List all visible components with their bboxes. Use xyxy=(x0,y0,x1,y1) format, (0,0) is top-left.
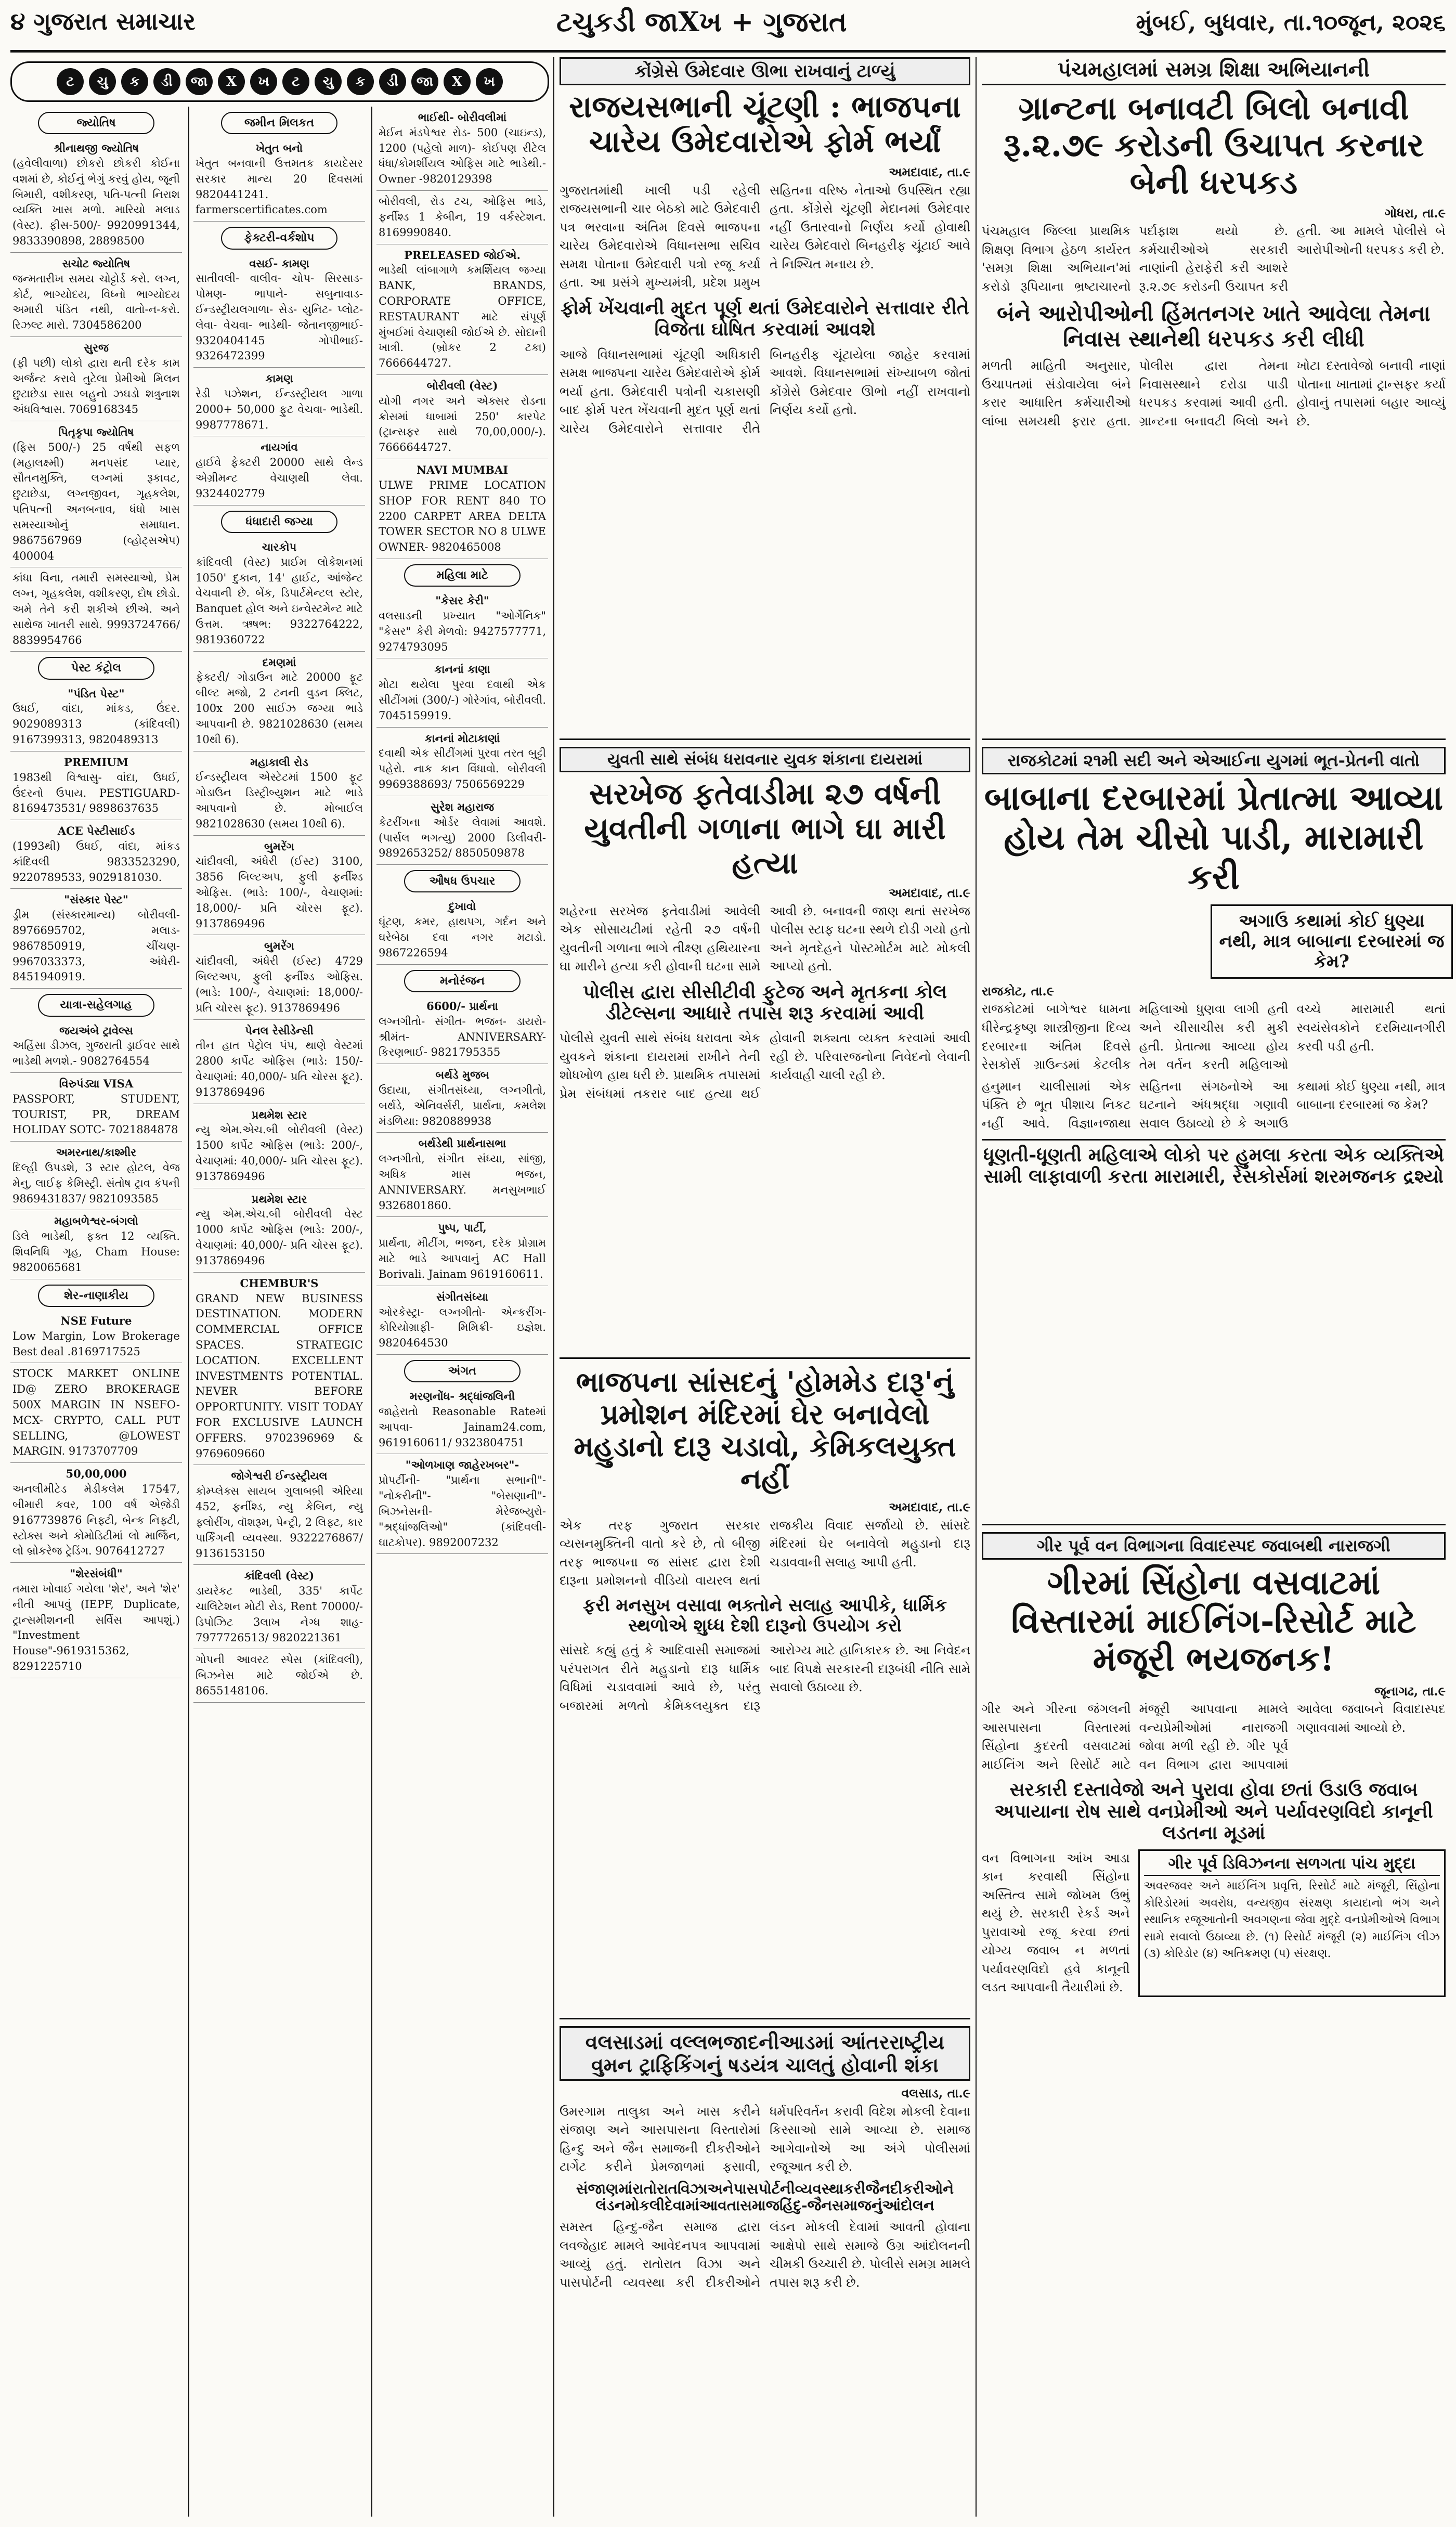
classified-ad-text: 1983થી વિશ્વાસુ- વાંદા, ઉધઈ, ઉંદરનો ઉપાય. PESTIGUARD- 8169473531/ 9898637635 xyxy=(12,771,180,815)
classified-ad xyxy=(193,1273,365,1466)
column-divider xyxy=(371,107,372,2517)
classified-ad xyxy=(376,590,548,658)
classified-ad-title: પિતૃકૃપા જ્યોતિષ xyxy=(58,425,134,439)
classified-ad xyxy=(376,191,548,244)
classified-ad-title: જોગેશ્વરી ઈન્ડસ્ટ્રીયલ xyxy=(231,1469,328,1483)
classified-ad-title: વસઈ- કામણ xyxy=(249,256,309,270)
article-daru xyxy=(560,1366,970,1715)
classified-ad-title: 50,00,000 xyxy=(66,1467,127,1481)
classified-ad-text: અનલીમીટેડ મેડીકલેમ 17547, બીમારી કવર, 100 વર્ષ એજ઼ેડી 9167739876 નિફ્ટી, બેન્ક નિફ્ટી, સ્ટોક્સ અને કોમોડિટીમાં લો માર્જિન, લો બ્રોકરેજ ટ્રેડિંગ. 9076412727 xyxy=(12,1483,180,1558)
classified-ad-title: "સંસ્કાર પેસ્ટ" xyxy=(64,893,128,906)
classified-ad-title: બર્થડે મુજબ xyxy=(435,1068,489,1082)
article-divider xyxy=(560,2018,970,2019)
classified-ad-title: સંગીતસંધ્યા xyxy=(436,1290,488,1303)
article-sarkhej xyxy=(560,747,970,1103)
sidebar-box-title: ગીર પૂર્વ ડિવિઝનના સળગતા પાંચ મુદ્દા xyxy=(1144,1855,1440,1876)
classified-ad-text: ULWE PRIME LOCATION SHOP FOR RENT 840 TO 2200 CARPET AREA DELTA TOWER SECTOR NO 8 ULWE OWNER- 9820465008 xyxy=(379,478,546,554)
classified-ad-text: લગ્નગીતો- સંગીત- ભજન- ડાયરો- શ્રીમંત- ANNIVERSARY- કિરણભાઈ- 9821795355 xyxy=(379,1015,546,1059)
classified-ad-text: ઓરકેસ્ટ્રા- લગ્નગીતો- એન્કરીંગ- કોરિયોગ્રાફી- મિમિક્રી- ઇજ્ઞેશ. 9820464530 xyxy=(379,1305,546,1350)
classified-ad xyxy=(193,1649,365,1702)
classified-ad xyxy=(10,1142,182,1210)
classified-ad-title: NAVI MUMBAI xyxy=(416,463,509,477)
classified-ad xyxy=(376,1385,548,1454)
classified-ad-title: 6600/- પ્રાર્થના xyxy=(426,999,498,1013)
classified-ad-title: "પંડિત પેસ્ટ" xyxy=(68,686,125,700)
sidebar-box xyxy=(1138,1849,1446,1997)
classified-ad xyxy=(376,375,548,459)
classified-ad-title: PRELEASED જોઈએ. xyxy=(404,248,521,262)
article-subheadline: બંને આરોપીઓની હિંમતનગર ખાતે આવેલા તેમના નિવાસ સ્થાનેથી ધરપકડ કરી લીધી xyxy=(997,301,1431,352)
classified-ad xyxy=(376,796,548,865)
classified-ad xyxy=(376,459,548,559)
classified-ad xyxy=(376,728,548,796)
classified-ad-title: દુખાવો xyxy=(448,900,476,913)
article-body: હનુમાન ચાલીસામાં એક પંક્તિ છે ભૂત પીશાચ નિકટ નહીં આવે. વિજ્ઞાનજાથા સહિતના સંગઠનોએ આ ઘટનાને અંધશ્રદ્ધા ગણાવી સવાલ ઉઠાવ્યો છે કે અગાઉ કથામાં કોઈ ધુણ્યા નથી, માત્ર બાબાના દરબારમાં જ કેમ? xyxy=(982,1079,1446,1131)
column-divider xyxy=(188,107,189,2517)
classified-ad-text: ઈન્ડસ્ટ્રીયલ એસ્ટેટમાં 1500 ફૂટ ગોડાઉન ડિસ્ટ્રીબ્યુશન માટે ભાડે આપવાનો છે. મોબાઈલ 9821028630 (સમય 10થી 6). xyxy=(196,771,363,830)
classified-ad xyxy=(193,1565,365,1649)
classified-ad-text: તમારા ખોવાઈ ગયેલા 'શેર', અને 'શેર' નીતી આપવું (IEPF, Duplicate, ટ્રાન્સમીશનની સર્વિસ આપશું.) "Investment House"-9619315362, 8291225710 xyxy=(12,1582,180,1673)
classified-ad-text: પ્રોપર્ટીની- "પ્રાર્થના સભાની"- "નોકરીની"- "બેસણાની"- બિઝનેસની- મેરેજબ્યુરો- "શ્રદ્ધાંજલિઓ" (કાંદિવલી- ઘાટકોપર). 9892007232 xyxy=(379,1474,546,1549)
classified-ad-title: PREMIUM xyxy=(64,755,128,769)
article-body: ગુજરાતમાંથી ખાલી પડી રહેલી રાજયસભાની ચાર બેઠકો માટે ઉમેદવારી પત્ર ભરવાના અંતિમ દિવસે ભાજપના ચારેય ઉમેદવારોએ વિધાનસભા સચિવ સમક્ષ પોતાના ઉમેદવારી પત્રો રજૂ કર્યા હતા. આ પ્રસંગે મુખ્યમંત્રી, પ્રદેશ પ્રમુખ સહિતના વરિષ્ઠ નેતાઓ ઉપસ્થિત રહ્યા હતા. કોંગ્રેસે ચૂંટણી મેદાનમાં ઉમેદવાર નહીં ઉતારવાનો નિર્ણય કર્યો હોવાથી ચારેય ઉમેદવારો બિનહરીફ ચૂંટાઈ આવે તે નિશ્ચિત મનાય છે. xyxy=(560,183,970,290)
classified-ad-title: સુરજ xyxy=(84,341,109,354)
article-body: મળતી માહિતી અનુસાર, ઉચાપતમાં સંડોવાયેલા બંને કરાર આધારિત કર્મચારીઓ લાંબા સમયથી ફરાર હતા. પોલીસ દ્વારા તેમના નિવાસસ્થાને દરોડા પાડી ધરપકડ કરવામાં આવી હતી. ગ્રાન્ટના બનાવટી બિલો અને ખોટા દસ્તાવેજો બનાવી નાણાં પોતાના ખાતામાં ટ્રાન્સફર કર્યા હોવાનું તપાસમાં બહાર આવ્યું છે. xyxy=(982,358,1446,429)
classified-ad-text: યોગી નગર અને એક્સર રોડના ક્રોસમાં ધાબામાં 250' કારપેટ (ટ્રાન્સફર સાથે 70,00,000/-). 7666644727. xyxy=(379,394,546,454)
article-subheadline: પોલીસ દ્વારા સીસીટીવી ફુટેજ અને મૃતકના કોલ ડીટેલ્સના આધારે તપાસ શરૂ કરવામાં આવી xyxy=(582,980,947,1025)
classified-ad xyxy=(376,1064,548,1133)
banner-letter: ચુ xyxy=(315,68,342,95)
classified-ad-text: ઉધઈ, વાંદા, માંકડ, ઉંદર. 9029089313 (કાંદિવલી) 9167399313, 9820489313 xyxy=(12,702,180,746)
classified-ad xyxy=(193,368,365,436)
classified-ad-text: ગોપની આવરટ સ્પેસ (કાંદિવલી), બિઝનેસ માટે જોઈએ છે. 8655148106. xyxy=(196,1653,363,1697)
classified-ad-title: બર્થડેથી પ્રાર્થનાસભા xyxy=(418,1137,506,1150)
article-kicker: ગીર પૂર્વ વન વિભાગના વિવાદસ્પદ જવાબથી નારાજગી xyxy=(982,1532,1446,1560)
classified-ad-title: બોરીવલી (વેસ્ટ) xyxy=(426,379,498,392)
masthead xyxy=(10,4,1446,53)
classified-ad xyxy=(193,836,365,936)
classified-ad-title: NSE Future xyxy=(60,1314,132,1327)
classified-ad xyxy=(10,1020,182,1073)
classified-ad-title: શ્રીનાથજી જ્યોતિષ xyxy=(53,141,139,155)
classified-ad-text: ઉદાયા, સંગીતસંધ્યા, લગ્નગીતો, બર્થડે, એનિવર્સરી, પ્રાર્થના, કમલેશ મંડળિયા: 9820889938 xyxy=(379,1083,546,1128)
classified-ad-text: કોમ્પ્લેક્સ સાયબ ગુલાબબ઼ી એરિયા 452, ફર્નીશ્ડ, ન્યુ કેબિન, ન્યુ ફ્લોરીંગ, વૉશરૂમ, પેન્ટ્રી, 2 લિફ્ટ, કાર પાર્કિંગની વ્યવસ્થા. 9322276867/ 9136153150 xyxy=(196,1485,363,1560)
classified-ad-text: વલસાડની પ્રખ્યાત "ઓર્ગેનિક" "કેસર" કેરી મેળવો: 9427577771, 9274793095 xyxy=(379,609,546,653)
classified-ad-title: CHEMBUR'S xyxy=(240,1276,319,1290)
classified-ad-title: કાનનાં કાણા xyxy=(434,663,490,676)
classified-ad-title: સચોટ જ્યોતિષ xyxy=(62,256,131,270)
classified-ad-title: મહાબળેશ્વર-બંગલો xyxy=(54,1214,138,1228)
banner-letter: ખ xyxy=(250,68,277,95)
classified-ad-text: ઘૂંટણ, કમર, હાથપગ, ગર્દન અને ઘરેબેઠા દવા નગર મટાડો. 9867226594 xyxy=(379,915,546,959)
classified-ad-title: કામણ xyxy=(265,372,293,385)
classified-ad-title: જયઅંબે ટ્રાવેલ્સ xyxy=(59,1023,133,1037)
classified-ad xyxy=(376,896,548,964)
article-body: આજે વિધાનસભામાં ચૂંટણી અધિકારી સમક્ષ ભાજપના ચારેય ઉમેદવારોએ ફોર્મ ભર્યા હતા. ઉમેદવારી પત્રોની ચકાસણી બાદ ફોર્મ પરત ખેંચવાની મુદત પૂર્ણ થતાં ચારેય ઉમેદવારોને સત્તાવાર રીતે બિનહરીફ ચૂંટાયેલા જાહેર કરવામાં આવશે. વિધાનસભામાં સંખ્યાબળ જોતાં કોંગ્રેસે ઉમેદવાર ઊભો નહીં રાખવાનો નિર્ણય કર્યો હતો. xyxy=(560,347,970,436)
classified-ad-text: ડાયરેકટ ભાડેથી, 335' કાર્પેટ ચાલિટેશન મોટી રોડ, Rent 70000/- ડિપોઝિટ 3લાખ નેગ્ધ શાહ- 7977726513/ 9820221361 xyxy=(196,1585,363,1644)
banner-letter: ડી xyxy=(379,68,406,95)
classified-ad xyxy=(376,107,548,191)
article-divider xyxy=(982,738,1446,740)
article-headline: વલસાડમાં વલ્લભજાદનીઆડમાં આંતરરાષ્ટ્રીય વુમન ટ્રાફિકિંગનું ષડયંત્ર ચાલતું હોવાની શંકા xyxy=(560,2026,970,2081)
classified-ad xyxy=(193,1188,365,1273)
article-headline: ગીરમાં સિંહોના વસવાટમાં વિસ્તારમાં માઈનિંગ-રિસોર્ટ માટે મંજૂરી ભયજનક! xyxy=(1011,1563,1416,1679)
classified-ad xyxy=(376,1133,548,1217)
classified-ad-text: PASSPORT, STUDENT, TOURIST, PR, DREAM HOLIDAY SOTC- 7021884878 xyxy=(12,1092,180,1136)
classified-ad-title: ACE પેસ્ટીસાઈડ xyxy=(57,824,135,838)
classified-ad xyxy=(193,935,365,1019)
article-subheadline: ધૂણતી-ધૂણતી મહિલાએ લોકો પર હુમલા કરતા એક વ્યક્તિએ સામી લાફાવાળી કરતા મારામારી, રેસકોર્સમાં શરમજનક દ્રશ્યો xyxy=(982,1139,1446,1188)
article-headline: સરખેજ ફતેવાડીમા ૨૭ વર્ષની યુવતીની ગળાના ભાગે ઘા મારી હત્યા xyxy=(584,776,946,881)
classified-ad xyxy=(193,1020,365,1104)
banner-letter: X xyxy=(444,68,471,95)
classified-category: અંગત xyxy=(404,1360,521,1382)
article-subheadline: સરકારી દસ્તાવેજો અને પુરાવા હોવા છતાં ઉડાઉ જવાબ અપાયાના રોષ સાથે વનપ્રેમીઓ અને પર્યાવરણવિદો કાનૂની લડતના મૂડમાં xyxy=(994,1779,1433,1844)
article-panchmahal xyxy=(982,57,1446,431)
classified-ad-text: ડિલે ભાડેથી, ફક્ત 12 વ્યક્તિ. શિવનિધિ ગૃહ, Cham House: 9820065681 xyxy=(12,1230,180,1274)
classified-ad xyxy=(10,421,182,567)
classified-ad-text: કાંધા વિના, તમારી સમસ્યાઓ, પ્રેમ લગ્ન, ગૃહકલેશ, વશીકરણ, દોષ છોડો. અમે તેને કરી શકીએ છીએ. અને સાથેજ ખાતરી સાથે. 9993724766/ 8839954766 xyxy=(12,572,180,646)
classified-category: યાત્રા-સહેલગાહ xyxy=(38,994,154,1016)
classified-ad xyxy=(193,1104,365,1188)
classified-category: ધંધાદારી જગ્યા xyxy=(221,511,337,533)
classified-ad xyxy=(10,1310,182,1363)
classified-ad xyxy=(193,436,365,505)
article-dateline: અમદાવાદ, તા.૯ xyxy=(889,164,970,180)
page-label: ૪ ગુજરાત સમાચાર xyxy=(10,7,196,35)
banner-letter: ક xyxy=(347,68,374,95)
classified-ad-title: ભાઈથી- બોરીવલીમાં xyxy=(418,111,507,124)
classified-ad-text: Low Margin, Low Brokerage Best deal .8169717525 xyxy=(12,1329,180,1358)
classified-ad-text: દવાથી એક સીટીંગમાં પુરવા તરત બુટ્ટી પહેરો. નાક કાન વિંધાવો. બોરીવલી 9969388693/ 7506569229 xyxy=(379,747,546,791)
classified-ad xyxy=(10,1210,182,1279)
classified-ad-text: લગ્નગીતો, સંગીત સંધ્યા, સાંજી, અધિક માસ ભજન, ANNIVERSARY. મનસુખભાઈ 9326801860. xyxy=(379,1152,546,1212)
banner-letter: જા xyxy=(411,68,438,95)
classified-ad xyxy=(10,337,182,421)
article-subheadline: ફોર્મ ખેંચવાની મુદત પૂર્ણ થતાં ઉમેદવારોને સત્તાવાર રીતે વિજેતા ઘોષિત કરવામાં આવશે xyxy=(561,296,969,341)
classified-category: જમીન મિલકત xyxy=(221,112,337,134)
banner-letter: ક xyxy=(121,68,148,95)
section-title: ટચુકડી જાXખ + ગુજરાત xyxy=(556,6,847,38)
classified-ad-text: (1993થી) ઉધઈ, વાંદા, માંકડ કાંદિવલી 9833523290, 9220789533, 9029181030. xyxy=(12,839,180,884)
article-body: સમસ્ત હિન્દુ-જૈન સમાજ દ્વારા લવજેહાદ મામલે આવેદનપત્ર આપવામાં આવ્યું હતું. રાતોરાત વિઝા અને પાસપોર્ટની વ્યવસ્થા કરી દીકરીઓને લંડન મોકલી દેવામાં આવતી હોવાના આક્ષેપો સાથે સમાજે ઉગ્ર આંદોલનની ચીમકી ઉચ્ચારી છે. પોલીસે સમગ્ર મામલે તપાસ શરૂ કરી છે. xyxy=(560,2220,970,2290)
classified-ad-text: ન્યુ એમ.એચ.બી બોરીવલી વેસ્ટ 1000 કાર્પેટ ઓફિસ (ભાડે: 200/-, વેચાણમાં: 40,000/- પ્રતિ ચોરસ ફૂટ). 9137869496 xyxy=(196,1208,363,1267)
classified-ad xyxy=(376,1217,548,1286)
article-dateline: અમદાવાદ, તા.૯ xyxy=(889,1499,970,1515)
classified-ad xyxy=(10,1363,182,1463)
article-quote: અગાઉ કથામાં કોઈ ધુણ્યા નથી, માત્ર બાબાના દરબારમાં જ કેમ? xyxy=(1211,904,1453,979)
classified-ad xyxy=(376,1286,548,1355)
classified-ad-title: કાંદિવલી (વેસ્ટ) xyxy=(244,1569,315,1583)
article-kicker: પંચમહાલમાં સમગ્ર શિક્ષા અભિયાનની xyxy=(982,57,1446,85)
classified-ad-text: દિલ્હી ઉપડશે, 3 સ્ટાર હોટલ, વેજ મેનુ, લાઈફ કેમિસ્ટ્રી. સંતોષ ટ્રાવ કંપની 9869431837/ 9821093585 xyxy=(12,1161,180,1205)
classified-ad xyxy=(10,751,182,820)
banner-letter: ડી xyxy=(153,68,180,95)
classified-ad xyxy=(193,253,365,368)
classified-ad-text: ચાંદીવલી, અંધેરી (ઈસ્ટ) 4729 બિલ્ટઅપ, ફુલી ફર્નીશ્ડ ઓફિસ. (ભાડે: 100/-, વેચાણમાં: 18,000/- પ્રતિ ચોરસ ફૂટ). 9137869496 xyxy=(196,955,363,1014)
classified-ad-text: હાઈવે ફેક્ટરી 20000 સાથે લેન્ડ એગ્રીમન્ટ વેચાણથી લેવા. 9324402779 xyxy=(196,456,363,500)
classified-ad-text: પ્રાર્થના, મીટીંગ, ભજન, દરેક પ્રોગ્રામ માટે ભાડે આપવાનું AC Hall Borivali. Jainam 9619160611. xyxy=(379,1237,546,1280)
article-headline: ગ્રાન્ટના બનાવટી બિલો બનાવી રૂ.૨.૭૯ કરોડની ઉચાપત કરનાર બેની ધરપકડ xyxy=(1003,89,1424,201)
sidebar-box-text: અવરજવર અને માઈનિંગ પ્રવૃત્તિ, રિસોર્ટ માટે મંજૂરી, સિંહોના કોરિડોરમાં અવરોધ, વન્યજીવ સંરક્ષણ કાયદાનો ભંગ અને સ્થાનિક રજૂઆતોની અવગણના જેવા મુદ્દે વનપ્રેમીઓએ વિભાગ સામે સવાલો ઉઠાવ્યા છે. (૧) રિસોર્ટ મંજૂરી (૨) માઈનિંગ લીઝ (૩) કોરિડોર (૪) અતિક્રમણ (૫) સંરક્ષણ. xyxy=(1143,1880,1440,1961)
article-body: રાજકોટમાં બાગેશ્વર ધામના ધીરેન્દ્રકૃષ્ણ શાસ્ત્રીજીના દિવ્ય દરબારના અંતિમ દિવસે રેસકોર્સ ગ્રાઉન્ડમાં કેટલીક મહિલાઓ ધુણવા લાગી હતી અને ચીસાચીસ કરી મુકી હતી. પ્રેતાત્મા આવ્યા હોય તેમ વર્તન કરતી મહિલાઓ વચ્ચે મારામારી થતાં સ્વયંસેવકોને દરમિયાનગીરી કરવી પડી હતી. xyxy=(982,1002,1446,1072)
classified-ad-title: અમરનાથ/કાશ્મીર xyxy=(56,1146,137,1159)
article-divider xyxy=(982,1524,1446,1525)
classified-ad-title: મરણનોંધ- શ્રદ્ધાંજલિની xyxy=(409,1390,515,1403)
classified-ad-title: પુષ્પ, પાર્ટી, xyxy=(438,1221,487,1235)
banner-letter: જા xyxy=(186,68,213,95)
classified-ad xyxy=(10,1463,182,1563)
article-body: પંચમહાલ જિલ્લા પ્રાથમિક શિક્ષણ વિભાગ હેઠળ કાર્યરત 'સમગ્ર શિક્ષા અભિયાન'માં કરોડો રૂપિયાના ભ્રષ્ટાચારનો પર્દાફાશ થયો છે. કર્મચારીઓએ સરકારી નાણાંની હેરાફેરી કરી આશરે રૂ.૨.૭૯ કરોડની ઉચાપત કરી હતી. આ મામલે પોલીસે બે આરોપીઓની ધરપકડ કરી છે. xyxy=(982,224,1446,294)
article-dateline: વલસાડ, તા.૯ xyxy=(901,2085,970,2101)
classified-category: મહિલા માટે xyxy=(404,564,521,587)
article-rajyasabha xyxy=(560,57,970,438)
classified-ad xyxy=(10,1073,182,1142)
classified-ad-title: ખેતુત બનો xyxy=(255,141,303,155)
article-rajkot xyxy=(982,747,1446,1188)
classified-ad-text: કેટરીંગના ઓર્ડર લેવામાં આવશે. (પાર્સલ ભગત્યુ) 2000 ડિલીવરી- 9892653252/ 8850509878 xyxy=(379,815,546,860)
article-dateline: જૂનાગઢ, તા.૯ xyxy=(1374,1683,1446,1699)
classified-category: જ્યોતિષ xyxy=(38,112,154,134)
classified-column-2 xyxy=(193,107,365,2517)
article-valsad xyxy=(560,2026,970,2292)
banner-letter: X xyxy=(218,68,245,95)
article-body: વન વિભાગના આંખ આડા કાન કરવાથી સિંહોના અસ્તિત્વ સામે જોખમ ઉભું થયું છે. સરકારી રેકર્ડ અને પુરાવાઓ રજૂ કરવા છતાં યોગ્ય જવાબ ન મળતાં પર્યાવરણવિદો હવે કાનૂની લડત આપવાની તૈયારીમાં છે. xyxy=(982,1850,1130,1995)
classified-ad-title: પ્રથમેશ સ્ટાર xyxy=(251,1192,307,1206)
classified-ad xyxy=(10,889,182,989)
dateline-header: મુંબઈ, બુધવાર, તા.૧૦જૂન, ૨૦૨૬ xyxy=(1136,9,1446,36)
article-dateline: ગોધરા, તા.૯ xyxy=(1384,205,1446,221)
classified-category: ઔષધ ઉપચાર xyxy=(404,870,521,892)
classified-ad-title: "શેરસંબંધી" xyxy=(70,1567,123,1580)
classified-ad-text: (ફી પછી) લોકો દ્વારા થતી દરેક કામ અર્જન્ટ કરાવે તુટેલા પ્રેમીઓ મિલન છુટાછેડા સાસ બહુનો ઝઘડો શત્રુનાશ અંધવિશ્વાસ. 7069168345 xyxy=(12,356,180,416)
classified-ad-title: મહાકાલી રોડ xyxy=(250,755,308,769)
classified-ad-text: અહિંસા ડીઝલ, ગુજરાતી ડ્રાઈવર સાથે ભાડેથી મળશે.- 9082764554 xyxy=(12,1039,180,1068)
classified-ad-text: ભાડેથી લાંબાગાળે કમર્શિયલ જગ્યા BANK, BRANDS, CORPORATE OFFICE, RESTAURANT માટે સંપૂર્ણ મુંબઈમાં વેચાણથી જોઈએ છે. સોદાની ખાત્રી. (બ્રોકર 2 ટકા) 7666644727. xyxy=(379,264,546,370)
article-divider xyxy=(560,1357,970,1359)
classified-ad xyxy=(376,658,548,727)
classified-ad-text: મોટા થયેલા પુરવા દવાથી એક સીટીંગમાં (300/-) ગોરેગાંવ, બોરીવલી. 7045159919. xyxy=(379,678,546,722)
classified-ad xyxy=(376,1454,548,1554)
article-kicker: યુવતી સાથે સંબંધ ધરાવનાર યુવક શંકાના દાયરામાં xyxy=(560,747,970,772)
article-body: એક તરફ ગુજરાત સરકાર વ્યસનમુક્તિની વાતો કરે છે, તો બીજી તરફ ભાજપના જ સાંસદ દ્વારા દેશી દારૂના પ્રમોશનનો વીડિયો વાયરલ થતાં રાજકીય વિવાદ સર્જાયો છે. સાંસદે મંદિરમાં ઘેર બનાવેલો મહુડાનો દારૂ ચડાવવાની સલાહ આપી હતી. xyxy=(560,1518,970,1588)
article-kicker: કોંગ્રેસે ઉમેદવાર ઊભા રાખવાનું ટાળ્યું xyxy=(560,57,970,85)
article-dateline: અમદાવાદ, તા.૯ xyxy=(889,885,970,901)
article-divider xyxy=(560,738,970,740)
classified-ad xyxy=(193,137,365,222)
article-subheadline: સંજાણમાંરાતોરાતવિઝાઅનેપાસપોર્ટનીવ્યવસ્થાકરીજૈનદીકરીઓને લંડનમોકલીદેવામાંઆવતાસમાજહિંદુ-જૈનસમાજનુંઆંદોલન xyxy=(576,2180,954,2214)
classified-ad-text: ડ્રીમ (સંસ્કારમાન્ય) બોરીવલી- 8976695702, મલાડ- 9867850919, ચીંચણ- 9967033373, અંધેરી- 8451940919. xyxy=(12,909,180,983)
column-divider xyxy=(553,57,554,2517)
column-divider xyxy=(976,57,977,2517)
classified-ad xyxy=(10,683,182,751)
classified-category: શેર-નાણાકીય xyxy=(38,1285,154,1307)
classified-column-3 xyxy=(376,107,548,2517)
classified-ad-text: સાતીવલી- વાલીવ- ચોપ- સિરસાડ- પોમણ- ભાપાને- સબુનાવાડ-ઈન્ડસ્ટ્રીયલગાળા- સેડ- યુનિટ- પ્લોટ- લેવા- વેચવા- ભાડેથી- જેતાનજીભાઈ- 9320404145 ગોપીભાઈ- 9326472399 xyxy=(196,272,363,362)
classified-ad xyxy=(193,536,365,652)
classified-ad-text: બોરીવલી, રોડ ટચ, ઓફિસ ભાડે, ફર્નીશ્ડ 1 કેબીન, 19 વર્કસ્ટેશન. 8169990840. xyxy=(379,195,546,239)
classified-ad xyxy=(10,567,182,652)
classified-category: ફેક્ટરી-વર્કશોપ xyxy=(221,227,337,249)
classified-ad-text: મેઈન મંડપેશ્વર રોડ- 500 (ચાઇન્ડ), 1200 (પહેલો માળ)- કોઈપણ રીટેલ ધંધા/કોમર્શીયલ ઓફિસ માટે ભાડેથી.- Owner -9820129398 xyxy=(379,126,546,186)
classified-ad-text: (ફિસ 500/-) 25 વર્ષથી સફળ (મહાલક્ષ્મી) મનપસંદ પ્યાર, સૌતનમુક્તિ, લગ્નમાં રૂકાવટ, છુટાછેડા, લગ્નજીવન, ગૃહકલેશ, પતિપત્ની અનબનાવ, ધંધો ખાસ સમસ્યાઓનું સમાધાન. 9867567969 (વ્હોટ્સએપ) 400004 xyxy=(12,440,180,562)
article-gir xyxy=(982,1532,1446,1997)
classified-ad xyxy=(376,244,548,375)
classified-ad-title: બુમરેંગ xyxy=(264,839,294,853)
article-body: પોલીસે યુવતી સાથે સંબંધ ધરાવતા એક યુવકને શંકાના દાયરામાં રાખીને તેની શોધખોળ હાથ ધરી છે. પ્રાથમિક તપાસમાં પ્રેમ સંબંધમાં તકરાર બાદ હત્યા થઈ હોવાની શક્યતા વ્યક્ત કરવામાં આવી રહી છે. પરિવારજનોના નિવેદનો લેવાની કાર્યવાહી ચાલી રહી છે. xyxy=(560,1031,970,1101)
classified-ad-title: દમણમાં xyxy=(262,655,296,669)
classified-ad-title: "ઓળખાણ જાહેરખબર"- xyxy=(405,1458,519,1472)
article-subheadline: ફરી મનસુખ વસાવા ભક્તોને સલાહ આપીકે, ધાર્મિક સ્થળોએ શુધ્ધ દેશી દારૂનો ઉપયોગ કરો xyxy=(582,1595,947,1637)
classified-category: પેસ્ટ કંટ્રોલ xyxy=(38,657,154,679)
article-body: ગીર અને ગીરના જંગલની આસપાસના વિસ્તારમાં સિંહોના કુદરતી વસવાટમાં માઈનિંગ અને રિસોર્ટ માટે મંજૂરી આપવાના મામલે વન્યપ્રેમીઓમાં નારાજગી જોવા મળી રહી છે. ગીર પૂર્વ વન વિભાગ દ્વારા આપવામાં આવેલા જવાબને વિવાદાસ્પદ ગણાવવામાં આવ્યો છે. xyxy=(982,1702,1446,1772)
classified-ad xyxy=(10,253,182,337)
classified-ad xyxy=(10,1563,182,1678)
banner-letter: ટ xyxy=(282,68,309,95)
classified-ad-text: જન્મતારીખ સમય ચોટ્ટોર્ડ કરો. લગ્ન, કોર્ટ, ભાગ્યોદય, વિધ્નો ભાગ્યોદય અમારી પંડિત નથી, વાતો-ન-કરો. રિઝલ્ટ મારો. 7304586200 xyxy=(12,272,180,332)
classified-ad-text: ન્યુ એમ.એચ.બી બોરીવલી (વેસ્ટ) 1500 કાર્પેટ ઓફિસ (ભાડે: 200/-, વેચાણમાં: 40,000/- પ્રતિ ચોરસ ફૂટ). 9137869496 xyxy=(196,1123,363,1183)
classified-ad xyxy=(376,995,548,1064)
classified-ad-title: નાયગાંવ xyxy=(261,440,298,454)
classified-ad xyxy=(193,751,365,836)
classified-ad-text: (હવેલીવાળા) છોકરો છોકરી કોઈના વશમાં છે, કોઈનું ભેગું કરવું હોય, જૂની બિમારી, વશીકરણ, પતિ-પત્ની નિરાશ વ્યક્તિ ખાસ મળો. મારિયો મલાડ (વેસ્ટ). ફીસ-500/- 9920991344, 9833390898, 28898500 xyxy=(12,157,180,248)
classified-ad-text: GRAND NEW BUSINESS DESTINATION. MODERN COMMERCIAL OFFICE SPACES. STRATEGIC LOCATION. EXCELLENT INVESTMENTS POTENTIAL. NEVER BEFORE OPPORTUNITY. VISIT TODAY FOR EXCLUSIVE LAUNCH OFFERS. 9702396969 & 9769609660 xyxy=(196,1292,363,1460)
classified-ad-text: રેડી પઝેશન, ઈન્ડસ્ટ્રીયલ ગાળા 2000+ 50,000 ફુટ વેચવા- ભાડેથી. 9987778671. xyxy=(196,387,363,431)
classified-ad-title: બુમરેંગ xyxy=(264,939,294,953)
classified-ad-text: તીન હાત પેટ્રોલ પંપ, થાણે વેસ્ટમાં 2800 કાર્પેટ ઓફિસ (ભાડે: 150/- વેચાણમાં: 40,000/- પ્રતિ ચોરસ ફૂટ). 9137869496 xyxy=(196,1039,363,1098)
classified-category: મનોરંજન xyxy=(404,970,521,992)
article-headline: બાબાના દરબારમાં પ્રેતાત્મા આવ્યા હોય તેમ ચીસો પાડી, મારામારી કરી xyxy=(984,777,1444,897)
classified-ad-title: પ્રથમેશ સ્ટાર xyxy=(251,1108,307,1121)
classified-ad xyxy=(193,1465,365,1565)
article-headline: રાજયસભાની ચૂંટણી : ભાજપના ચારેય ઉમેદવારોએ ફોર્મ ભર્યાં xyxy=(569,89,961,159)
classified-ad xyxy=(193,652,365,751)
classified-ad-text: ચાંદીવલી, અંધેરી (ઈસ્ટ) 3100, 3856 બિલ્ટઅપ, ફુલી ફર્નીશ્ડ ઓફિસ. (ભાડે: 100/-, વેચાણમાં: 18,000/- પ્રતિ ચોરસ ફૂટ). 9137869496 xyxy=(196,855,363,930)
classified-ad-text: STOCK MARKET ONLINE ID@ ZERO BROKERAGE 500X MARGIN IN NSEFO- MCX- CRYPTO, CALL PUT SELLING, @LOWEST MARGIN. 9173707709 xyxy=(12,1367,180,1458)
classified-column-1 xyxy=(10,107,182,2517)
article-headline: ભાજપના સાંસદનું 'હોમમેડ દારૂ'નું પ્રમોશન મંદિરમાં ઘેર બનાવેલો મહુડાનો દારૂ ચડાવો, કેમિકલયુક્ત નહીં xyxy=(574,1365,956,1496)
article-body: સાંસદે કહ્યું હતું કે આદિવાસી સમાજમાં પરંપરાગત રીતે મહુડાનો દારૂ ધાર્મિક વિધિમાં ચડાવવામાં આવે છે, પરંતુ બજારમાં મળતો કેમિકલયુક્ત દારૂ આરોગ્ય માટે હાનિકારક છે. આ નિવેદન બાદ વિપક્ષે સરકારની દારૂબંધી નીતિ સામે સવાલો ઉઠાવ્યા છે. xyxy=(560,1643,970,1713)
banner-letter: ચુ xyxy=(89,68,116,95)
classified-ad xyxy=(10,137,182,253)
banner-letter: ખ xyxy=(476,68,503,95)
classified-ad-title: વિરુપંડ્યા VISA xyxy=(59,1077,134,1090)
classified-banner xyxy=(10,61,549,102)
classified-ad xyxy=(10,820,182,889)
classified-ad-title: પેનલ રેસીડેન્સી xyxy=(245,1023,314,1037)
classified-ad-text: ખેતુત બનવાની ઉત્તમતક કાયદેસર સરકાર માન્ય 20 દિવસમાં 9820441241. farmerscertificates.com xyxy=(196,157,363,216)
article-body: ઉમરગામ તાલુકા અને ખાસ કરીને સંજાણ અને આસપાસના વિસ્તારોમાં હિન્દુ અને જૈન સમાજની દીકરીઓને ટાર્ગેટ કરીને પ્રેમજાળમાં ફસાવી, ધર્મપરિવર્તન કરાવી વિદેશ મોકલી દેવાના કિસ્સાઓ સામે આવ્યા છે. સમાજ આગેવાનોએ આ અંગે પોલીસમાં રજૂઆત કરી છે. xyxy=(560,2104,970,2174)
classified-ad-title: કાનનાં મોટાકાણાં xyxy=(424,731,500,745)
article-dateline: રાજકોટ, તા.૯ xyxy=(982,983,1054,999)
classified-ad-title: "કેસર કેરી" xyxy=(435,594,489,607)
classified-ad-text: કાંદિવલી (વેસ્ટ) પ્રાઈમ લોકેશનમાં 1050' દુકાન, 14' હાઈટ, આંજેન્ટ વેચવાની છે. બેંક, ડિપાર્ટમેન્ટલ સ્ટોર, Banquet હોલ અને ઇન્વેસ્ટમેન્ટ માટે ઉત્તમ. ઋષભ: 9322764222, 9819360722 xyxy=(196,555,363,646)
classified-ad-title: ચારકોપ xyxy=(262,540,297,553)
classified-ad-title: સુરેશ મહારાજ xyxy=(430,800,495,813)
banner-letter: ટ xyxy=(57,68,84,95)
classified-ad-text: ફેક્ટરી/ ગોડાઉન માટે 20000 ફૂટ બીલ્ટ મજો, 2 ટનની વુડન ક્લિટ, 100x 200 સાઈઝ જગ્યા ભાડે આપવાની છે. 9821028630 (સમય 10થી 6). xyxy=(196,671,363,746)
article-body: શહેરના સરખેજ ફતેવાડીમાં આવેલી એક સોસાયટીમાં રહેતી ૨૭ વર્ષની યુવતીની ગળાના ભાગે તીક્ષ્ણ હથિયારના ઘા મારીને હત્યા કરી હોવાની ઘટના સામે આવી છે. બનાવની જાણ થતાં સરખેજ પોલીસ સ્ટાફ ઘટના સ્થળે દોડી ગયો હતો અને મૃતદેહને પોસ્ટમોર્ટમ માટે મોકલી આપ્યો હતો. xyxy=(560,903,970,974)
article-kicker: રાજકોટમાં ૨૧મી સદી અને એઆઈના યુગમાં ભૂત-પ્રેતની વાતો xyxy=(982,747,1446,774)
classified-ad-text: જાહેરાતો Reasonable Rateમાં આપવા- Jainam24.com, 9619160611/ 9323804751 xyxy=(379,1405,546,1449)
